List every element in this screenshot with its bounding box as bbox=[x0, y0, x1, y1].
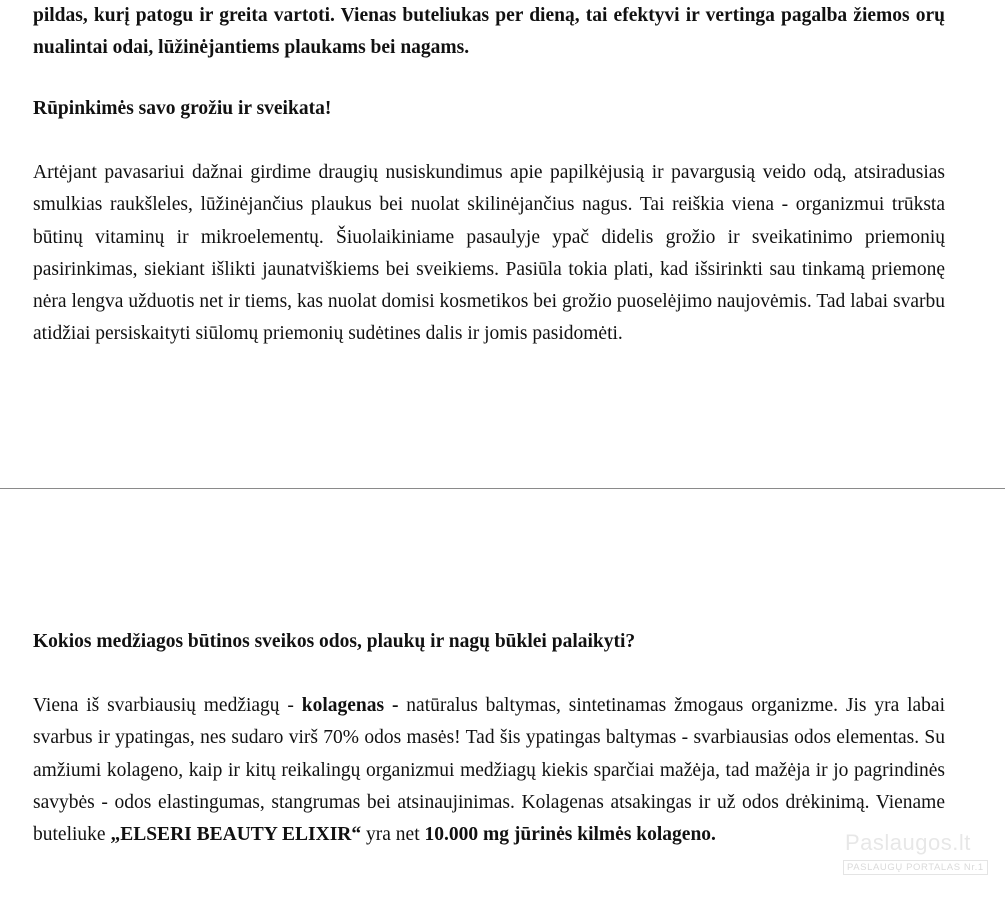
watermark-tagline: PASLAUGŲ PORTALAS Nr.1 bbox=[843, 860, 988, 875]
paragraph-spring: Artėjant pavasariui dažnai girdime draugių nusiskundimus apie papilkėjusią ir pavargusią veido odą, atsiradusias smulkias raukšleles, lūžinėjančius plaukus bei nuolat skilinėjančius nagus. Tai reiškia viena - organizmui trūksta būtinų vitaminų ir mikroelementų. Šiuolaikiniame pasaulyje ypač didelis grožio ir sveikatinimo priemonių pasirinkimas, siekiant išlikti jaunatviškiems bei sveikiems. Pasiūla tokia plati, kad išsirinkti sau tinkamą priemonę nėra lengva užduotis net ir tiems, kas nuolat domisi kosmetikos bei grožio puoselėjimo naujovėmis. Tad labai svarbu atidžiai persiskaityti siūlomų priemonių sudėtines dalis ir jomis pasidomėti. bbox=[33, 162, 945, 345]
watermark-logo bbox=[843, 830, 983, 880]
collagen-text-3: yra net bbox=[361, 824, 425, 846]
watermark-brand: Paslaugos.lt bbox=[845, 830, 971, 855]
paragraph-collagen bbox=[33, 690, 945, 851]
collagen-text-2: natūralus baltymas, sintetinamas žmogaus organizme. Jis yra labai svarbus ir ypatingas, nes sudaro virš 70% odos masės! Tad šis ypatingas baltymas - svarbiausias odos elementas. Su amžiumi kolageno, kaip ir kitų reikalingų organizmui medžiagų kiekis sparčiai mažėja, tad mažėja ir jo pagrindinės savybės - odos elastingumas, stangrumas bei atsinaujinimas. Kolagenas atsakingas ir už odos drėkinimą. Viename buteliuke bbox=[33, 695, 945, 846]
section-heading-substances: Kokios medžiagos būtinos sveikos odos, plaukų ir nagų būklei palaikyti? bbox=[33, 631, 636, 652]
intro-paragraph: pildas, kurį patogu ir greita vartoti. Vienas buteliukas per dieną, tai efektyvi ir vertinga pagalba žiemos orų nualintai odai, lūžinėjantiems plaukams bei nagams. bbox=[33, 5, 945, 59]
collagen-text-1: Viena iš svarbiausių medžiagų - bbox=[33, 695, 302, 716]
section-heading-beauty: Rūpinkimės savo grožiu ir sveikata! bbox=[33, 98, 332, 119]
collagen-term: kolagenas - bbox=[301, 695, 399, 716]
page-divider bbox=[0, 488, 1005, 489]
product-name: „ELSERI BEAUTY ELIXIR“ bbox=[110, 824, 362, 846]
collagen-amount: 10.000 mg jūrinės kilmės kolageno. bbox=[424, 824, 716, 846]
